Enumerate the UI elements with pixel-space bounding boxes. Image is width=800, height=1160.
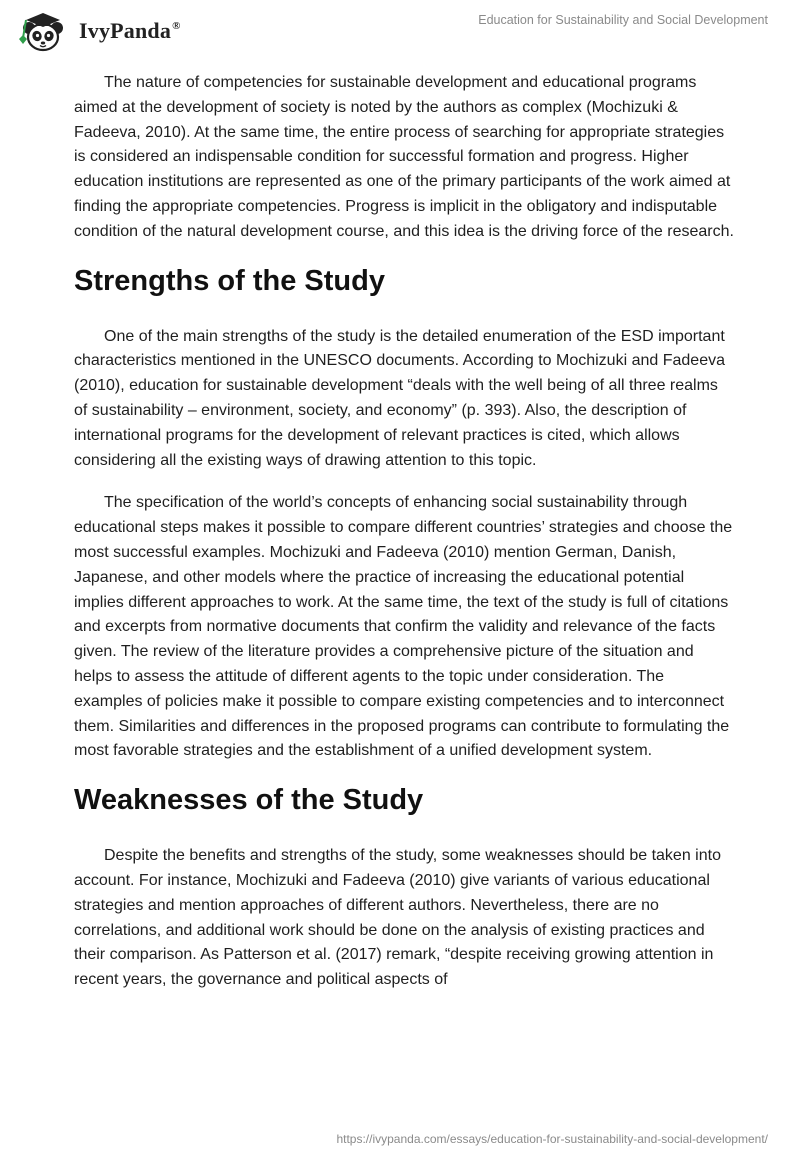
paragraph: Despite the benefits and strengths of the study, some weaknesses should be taken into account. For instance, Mochizuki and Fadeeva (2010) give variants of various educational strategies and mention approaches of different authors. Nevertheless, there are no correlations, and additional work should be done on the analysis of existing practices and their comparison. As Patterson et al. (2017) remark, “despite receiving growing attention in recent years, the governance and political aspects of (74, 847, 721, 989)
section-heading-weaknesses: Weaknesses of the Study (74, 784, 424, 817)
paragraph: The nature of competencies for sustainable development and educational programs aimed at the development of society is noted by the authors as complex (Mochizuki & Fadeeva, 2010). At the same time, the entire process of searching for appropriate strategies is considered an indispensable condition for successful formation and progress. Higher education institutions are represented as one of the primary participants of the work aimed at finding the appropriate competencies. Progress is implicit in the obligatory and indisputable condition of the natural development course, and this idea is the driving force of the research. (74, 74, 734, 240)
paragraph: The specification of the world’s concepts of enhancing social sustainability through educational steps makes it possible to compare different countries’ strategies and choose the most successful examples. Mochizuki and Fadeeva (2010) mention German, Danish, Japanese, and other models where the practice of increasing the educational potential implies different approaches to work. At the same time, the text of the study is full of citations and excerpts from normative documents that confirm the validity and relevance of the facts given. The review of the literature provides a comprehensive picture of the situation and helps to assess the attitude of different agents to the topic under consideration. The examples of policies make it possible to compare existing competencies and to interconnect them. Similarities and differences in the proposed programs can contribute to formulating the most favorable strategies and the establishment of a unified development system. (74, 494, 733, 760)
essay-content (74, 71, 734, 1011)
source-url[interactable]: https://ivypanda.com/essays/education-for-sustainability-and-social-development/ (336, 1132, 768, 1146)
paragraph: One of the main strengths of the study is the detailed enumeration of the ESD important characteristics mentioned in the UNESCO documents. According to Mochizuki and Fadeeva (2010), education for sustainable development “deals with the well being of all three realms of sustainability – environment, society, and economy” (p. 393). Also, the description of international programs for the development of relevant practices is cited, which allows considering all the existing ways of drawing attention to this topic. (74, 327, 725, 469)
ivypanda-logo[interactable] (14, 8, 214, 52)
page-header (0, 0, 800, 64)
panda-graduate-icon (14, 8, 74, 52)
section-heading-strengths: Strengths of the Study (74, 264, 385, 297)
brand-name: IvyPanda® (79, 18, 181, 43)
document-title: Education for Sustainability and Social Development (478, 13, 768, 27)
